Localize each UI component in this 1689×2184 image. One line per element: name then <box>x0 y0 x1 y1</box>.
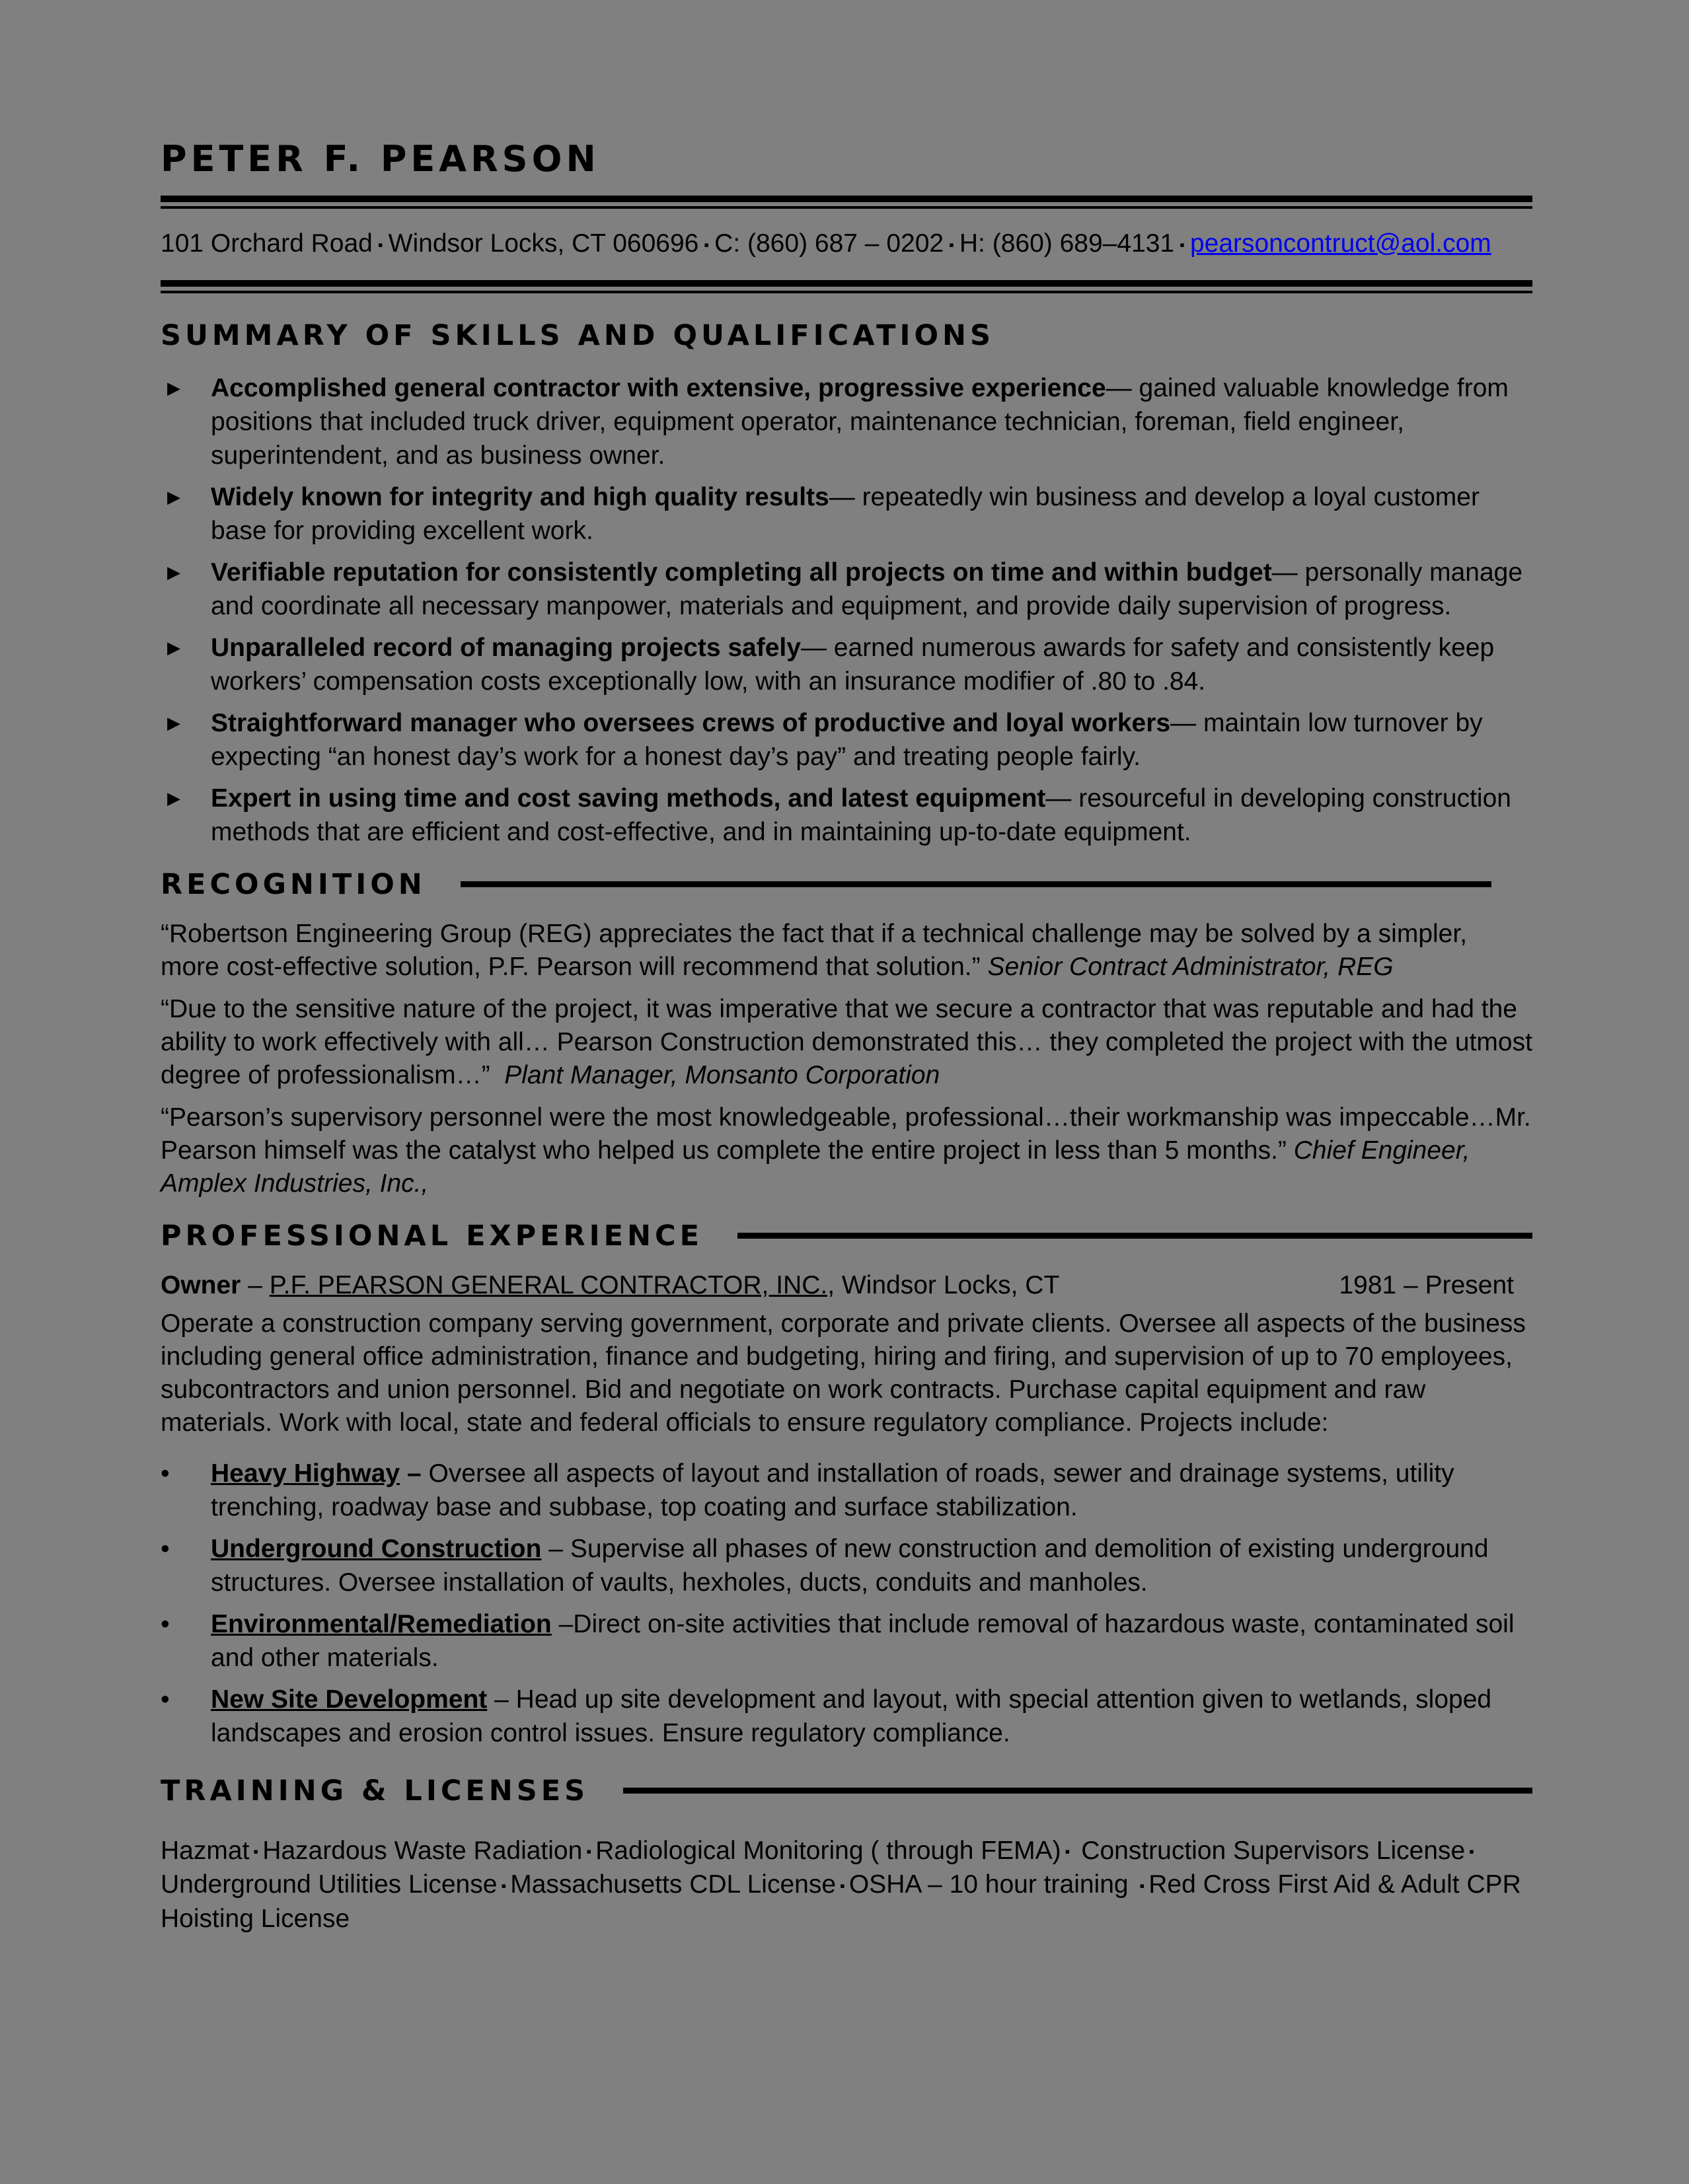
recognition-title: RECOGNITION <box>161 867 426 901</box>
summary-item <box>161 556 1532 623</box>
separator-icon: ▪ <box>1139 1877 1145 1895</box>
project-sep: – <box>400 1459 429 1488</box>
license-list <box>161 1835 1532 1936</box>
project-item <box>161 1532 1532 1599</box>
job-dates: 1981 – Present <box>1339 1270 1514 1299</box>
home-phone: H: (860) 689–4131 <box>959 229 1175 258</box>
contact-line <box>161 227 1532 262</box>
testimonial-text: “Robertson Engineering Group (REG) appreciates the fact that if a technical challenge may be solved by a simpler, more cost-effective solution, P.F. Pearson will recommend that solution.” <box>161 919 1468 981</box>
summary-item-bold: Straightforward manager who oversees crews of productive and loyal workers <box>211 708 1171 737</box>
candidate-name: PETER F. PEARSON <box>161 138 600 180</box>
summary-list <box>161 371 1532 849</box>
license-item: OSHA – 10 hour training <box>848 1870 1129 1899</box>
project-label: New Site Development <box>211 1685 488 1714</box>
summary-item-text: — earned numerous awards for safety and consistently keep workers’ compensation costs exceptionally low, with an insurance modifier of .80 to .84. <box>211 633 1495 696</box>
summary-item <box>161 631 1532 698</box>
testimonial <box>161 1101 1532 1200</box>
testimonial-source: Chief Engineer, Amplex Industries, Inc., <box>161 1136 1470 1198</box>
license-item: Hoisting License <box>161 1905 350 1934</box>
testimonial <box>161 918 1532 984</box>
separator-icon: ▪ <box>377 236 383 253</box>
license-item: Red Cross First Aid & Adult CPR <box>1148 1870 1521 1899</box>
separator-icon: ▪ <box>253 1843 259 1860</box>
separator-icon: ▪ <box>1180 236 1185 253</box>
dot-bullet-icon: • <box>161 1534 170 1563</box>
training-heading <box>161 1771 1532 1811</box>
project-text: Head up site development and layout, with special attention given to wetlands, sloped landscapes and erosion control issues. Ensure regulatory compliance. <box>211 1685 1492 1747</box>
testimonial-source: Plant Manager, Monsanto Corporation <box>504 1060 940 1089</box>
summary-item-text: — gained valuable knowledge from positions that included truck driver, equipment operator, maintenance technician, foreman, field engineer, superintendent, and as business owner. <box>211 373 1509 470</box>
dot-bullet-icon: • <box>161 1459 170 1488</box>
testimonial-text: “Due to the sensitive nature of the project, it was imperative that we secure a contractor that was reputable and had the ability to work effectively with all… Pearson Construction demonstrated this… they completed the project with the utmost degree of professionalism…” <box>161 994 1532 1089</box>
summary-item <box>161 371 1532 472</box>
job-dash: – <box>241 1270 270 1299</box>
training-title: TRAINING & LICENSES <box>161 1774 589 1807</box>
project-item <box>161 1683 1532 1750</box>
recognition-rule <box>461 881 1491 887</box>
summary-item-bold: Verifiable reputation for consistently completing all projects on time and within budget <box>211 558 1272 587</box>
license-item: Underground Utilities License <box>161 1870 498 1899</box>
separator-icon: ▪ <box>704 236 710 253</box>
job-location: Windsor Locks, CT <box>835 1270 1060 1299</box>
header-rule-top <box>161 196 1532 202</box>
separator-icon: ▪ <box>1065 1843 1070 1860</box>
summary-item <box>161 782 1532 849</box>
job-header <box>161 1269 1532 1302</box>
license-item: Massachusetts CDL License <box>510 1870 837 1899</box>
company-name: P.F. PEARSON GENERAL CONTRACTOR, INC., <box>269 1270 835 1299</box>
header-rule-bottom <box>161 280 1532 287</box>
summary-item <box>161 480 1532 548</box>
project-text: Direct on-site activities that include removal of hazardous waste, contaminated soil and other materials. <box>211 1609 1515 1672</box>
separator-icon: ▪ <box>840 1877 845 1895</box>
job-role: Owner <box>161 1270 241 1299</box>
experience-rule <box>737 1233 1532 1239</box>
address: 101 Orchard Road <box>161 229 373 258</box>
testimonial-source: Senior Contract Administrator, REG <box>987 952 1394 981</box>
triangle-bullet-icon: ▶ <box>167 377 180 398</box>
project-text: Supervise all phases of new construction and demolition of existing underground structures. Oversee installation of vaults, hexholes, ducts, conduits and manholes. <box>211 1534 1489 1597</box>
project-sep: – <box>487 1685 516 1714</box>
separator-icon: ▪ <box>501 1877 507 1895</box>
project-sep: – <box>541 1534 570 1563</box>
testimonial-text: “Pearson’s supervisory personnel were the most knowledgeable, professional…their workmanship was impeccable…Mr. Pearson himself was the catalyst who helped us complete the entire project in less than 5 months.” <box>161 1103 1531 1165</box>
license-item: Radiological Monitoring ( through FEMA) <box>595 1836 1061 1865</box>
project-label: Underground Construction <box>211 1534 542 1563</box>
city: Windsor Locks, CT 060696 <box>388 229 699 258</box>
dot-bullet-icon: • <box>161 1685 170 1714</box>
summary-heading <box>161 316 1532 355</box>
recognition-heading <box>161 865 1532 904</box>
project-label: Heavy Highway <box>211 1459 400 1488</box>
license-item: Hazardous Waste Radiation <box>262 1836 583 1865</box>
summary-item-bold: Expert in using time and cost saving methods, and latest equipment <box>211 783 1046 813</box>
summary-item-text: — resourceful in developing construction methods that are efficient and cost-effective, and in maintaining up-to-date equipment. <box>211 783 1511 846</box>
triangle-bullet-icon: ▶ <box>167 637 180 657</box>
job-title-line <box>161 1269 1059 1302</box>
header-rule-bottom-thin <box>161 291 1532 293</box>
summary-item-text: — personally manage and coordinate all necessary manpower, materials and equipment, and provide daily supervision of progress. <box>211 558 1523 620</box>
email-link[interactable]: pearsoncontruct@aol.com <box>1189 229 1491 258</box>
summary-item-bold: Accomplished general contractor with extensive, progressive experience <box>211 373 1106 402</box>
separator-icon: ▪ <box>949 236 954 253</box>
license-item: Construction Supervisors License <box>1081 1836 1466 1865</box>
summary-item-bold: Widely known for integrity and high quality results <box>211 482 829 511</box>
triangle-bullet-icon: ▶ <box>167 562 180 582</box>
project-label: Environmental/Remediation <box>211 1609 552 1638</box>
triangle-bullet-icon: ▶ <box>167 712 180 733</box>
header-rule-top-thin <box>161 206 1532 209</box>
project-item <box>161 1457 1532 1524</box>
project-list <box>161 1457 1532 1750</box>
resume-content <box>161 132 1532 1936</box>
summary-item <box>161 706 1532 774</box>
project-sep: – <box>551 1609 574 1638</box>
triangle-bullet-icon: ▶ <box>167 787 180 808</box>
cell-phone: C: (860) 687 – 0202 <box>714 229 944 258</box>
testimonial <box>161 993 1532 1092</box>
experience-heading <box>161 1216 1532 1256</box>
separator-icon: ▪ <box>586 1843 592 1860</box>
training-rule <box>623 1788 1532 1794</box>
summary-item-text: — repeatedly win business and develop a loyal customer base for providing excellent work. <box>211 482 1480 545</box>
summary-item-bold: Unparalleled record of managing projects safely <box>211 633 801 662</box>
project-text: Oversee all aspects of layout and installation of roads, sewer and drainage systems, utility trenching, roadway base and subbase, top coating and surface stabilization. <box>211 1459 1454 1521</box>
summary-title: SUMMARY OF SKILLS AND QUALIFICATIONS <box>161 318 995 352</box>
dot-bullet-icon: • <box>161 1609 170 1638</box>
project-item <box>161 1607 1532 1675</box>
job-description: Operate a construction company serving government, corporate and private clients. Oversee all aspects of the business including general office administration, finance and budgeting, hiring and firing, and supervision of up to 70 employees, subcontractors and union personnel. Bid and negotiate on work contracts. Purchase capital equipment and raw materials. Work with local, state and federal officials to ensure regulatory compliance. Projects include: <box>161 1309 1526 1437</box>
separator-icon: ▪ <box>1469 1843 1475 1860</box>
summary-item-text: — maintain low turnover by expecting “an honest day’s work for a honest day’s pay” and treating people fairly. <box>211 708 1483 771</box>
license-item: Hazmat <box>161 1836 250 1865</box>
experience-title: PROFESSIONAL EXPERIENCE <box>161 1219 703 1253</box>
triangle-bullet-icon: ▶ <box>167 486 180 507</box>
